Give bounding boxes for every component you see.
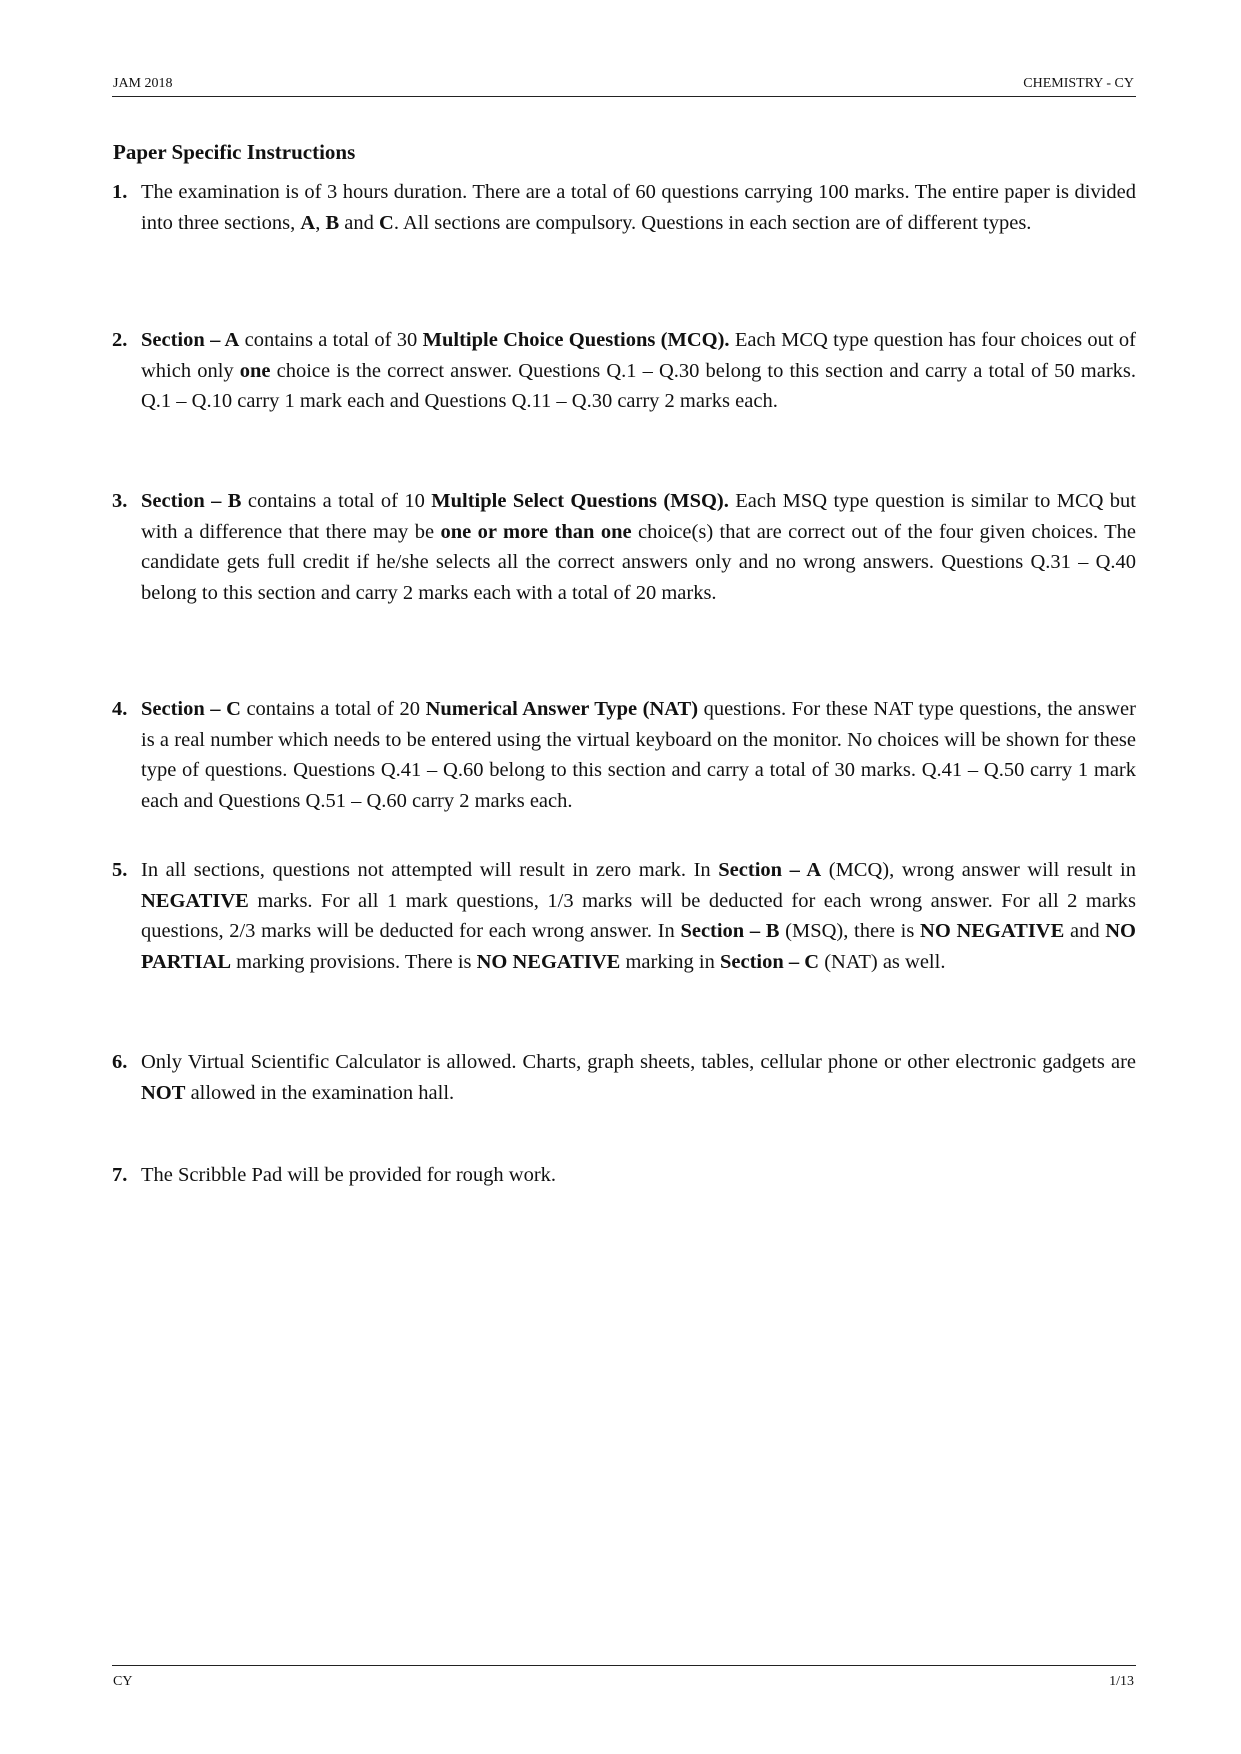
instruction-text	[141, 486, 1136, 608]
instruction-text	[141, 855, 1136, 977]
text-run: Each MCQ type question has four choices out of which only	[141, 329, 1136, 382]
bold-text-run: Numerical Answer Type (NAT)	[425, 698, 699, 720]
instruction-number: 7.	[112, 1164, 128, 1186]
text-run: choice(s) that are correct out of the four given choices. The candidate gets full credit if he/she selects all the correct answers only and no wrong answers. Questions Q.31 – Q.40 belong to this section and carry 2 marks each with a total of 20 marks.	[141, 520, 1136, 604]
instruction-number: 2.	[112, 329, 128, 351]
instruction-text	[141, 177, 1136, 238]
bold-text-run: NOT	[141, 1081, 186, 1104]
instruction-number: 1.	[112, 181, 128, 203]
instruction-item-2	[112, 325, 1136, 417]
instruction-number: 5.	[112, 859, 128, 881]
bold-text-run: NO NEGATIVE	[476, 950, 621, 973]
text-run: choice is the correct answer. Questions Q.1 – Q.30 belong to this section and carry a total of 50 marks. Q.1 – Q.10 carry 1 mark each and Questions Q.11 – Q.30 carry 2 marks each.	[141, 359, 1136, 412]
text-run: The Scribble Pad will be provided for rough work.	[141, 1164, 557, 1186]
instruction-text	[141, 1160, 1136, 1191]
bold-text-run: one or more than one	[440, 520, 632, 543]
text-run: marking provisions. There is	[231, 950, 477, 973]
instruction-item-1	[112, 177, 1136, 238]
text-run: (MSQ), there is	[779, 920, 921, 942]
instruction-text	[141, 1047, 1136, 1108]
bold-text-run: Section – A	[718, 859, 822, 881]
instruction-number: 3.	[112, 490, 128, 512]
text-run: marking in	[620, 950, 720, 973]
page-title: Paper Specific Instructions	[113, 140, 356, 164]
text-run: and	[1064, 920, 1106, 942]
instruction-number: 6.	[112, 1051, 128, 1073]
bold-text-run: Section – A	[141, 329, 240, 351]
bold-text-run: Multiple Select Questions (MSQ).	[431, 490, 729, 512]
text-run: . All sections are compulsory. Questions in each section are of different types.	[393, 211, 1032, 234]
text-run: In all sections, questions not attempted will result in zero mark. In	[141, 859, 719, 881]
text-run: (MCQ), wrong answer will result in	[821, 859, 1136, 881]
header-exam-name: JAM 2018	[113, 76, 173, 91]
instruction-item-4	[112, 694, 1136, 816]
text-run: Only Virtual Scientific Calculator is allowed. Charts, graph sheets, tables, cellular phone or other electronic gadgets are	[141, 1051, 1136, 1073]
text-run: questions. For these NAT type questions, the answer is a real number which needs to be entered using the virtual keyboard on the monitor. No choices will be shown for these type of questions. Questions Q.41 – Q.60 belong to this section and carry a total of 30 marks. Q.41 – Q.50 carry 1 mark each and Questions Q.51 – Q.60 carry 2 marks each.	[141, 698, 1136, 812]
bold-text-run: A	[300, 211, 316, 234]
text-run: contains a total of 30	[239, 329, 423, 351]
text-run: (NAT) as well.	[819, 950, 946, 973]
text-run: The examination is of 3 hours duration. There are a total of 60 questions carrying 100 marks. The entire paper is divided into three sections,	[141, 181, 1136, 234]
text-run: contains a total of 20	[240, 698, 426, 720]
bold-text-run: Section – C	[141, 698, 241, 720]
text-run: allowed in the examination hall.	[185, 1081, 455, 1104]
text-run: Each MSQ type question is similar to MCQ but with a difference that there may be	[141, 490, 1137, 543]
header-subject: CHEMISTRY - CY	[1023, 76, 1134, 91]
bold-text-run: NO NEGATIVE	[920, 920, 1065, 942]
footer-paper-code: CY	[113, 1674, 133, 1689]
text-run: marks. For all 1 mark questions, 1/3 marks will be deducted for each wrong answer. For all 2 marks questions, 2/3 marks will be deducted for each wrong answer. In	[141, 889, 1136, 942]
bold-text-run: Section – B	[141, 490, 242, 512]
instruction-text	[141, 694, 1136, 816]
instruction-item-5	[112, 855, 1136, 977]
instruction-number: 4.	[112, 698, 128, 720]
bold-text-run: B	[325, 211, 340, 234]
text-run: contains a total of 10	[241, 490, 432, 512]
instruction-item-6	[112, 1047, 1136, 1108]
text-run: and	[339, 211, 380, 234]
instruction-item-7	[112, 1160, 1136, 1191]
bold-text-run: NO PARTIAL	[141, 920, 1136, 973]
bold-text-run: Section – C	[719, 950, 820, 973]
text-run: ,	[315, 211, 326, 234]
instruction-item-3	[112, 486, 1136, 608]
bold-text-run: Multiple Choice Questions (MCQ).	[422, 329, 730, 351]
bold-text-run: one	[239, 359, 271, 382]
page-number: 1/13	[1109, 1674, 1134, 1689]
page-header	[112, 74, 1136, 97]
bold-text-run: C	[379, 211, 394, 234]
bold-text-run: Section – B	[680, 920, 780, 942]
bold-text-run: NEGATIVE	[141, 889, 249, 912]
page-footer	[112, 1665, 1136, 1689]
instruction-text	[141, 325, 1136, 417]
